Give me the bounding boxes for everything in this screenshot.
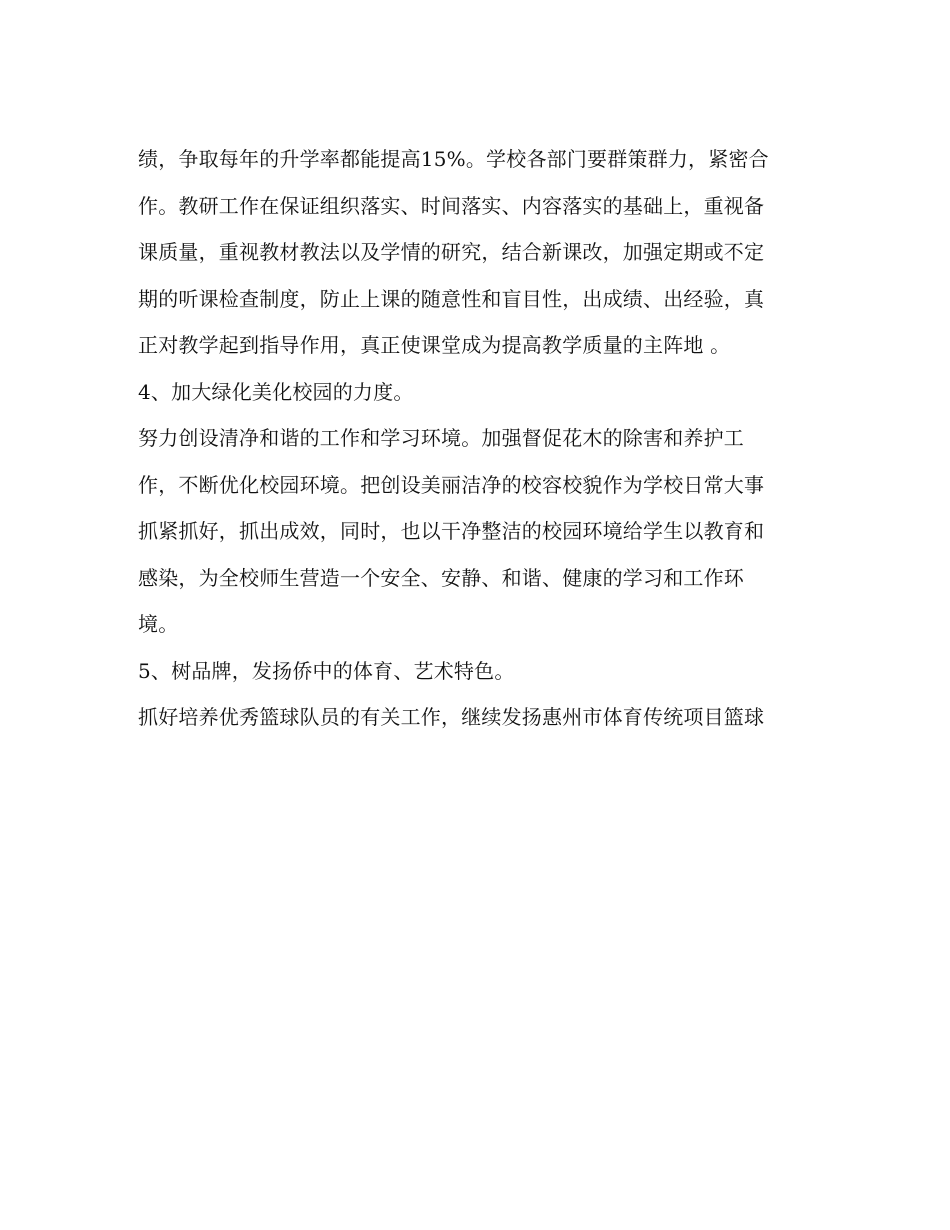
text-line: 感染，为全校师生营造一个安全、安静、和谐、健康的学习和工作环: [138, 565, 744, 590]
text-line: 课质量，重视教材教法以及学情的研究，结合新课改，加强定期或不定: [138, 240, 765, 264]
text-line: 境。: [138, 612, 179, 636]
text-line: 抓好培养优秀篮球队员的有关工作，继续发扬惠州市体育传统项目篮球: [138, 705, 765, 729]
text-line: 期的听课检查制度，防止上课的随意性和盲目性，出成绩、出经验，真: [138, 286, 765, 311]
text-line: 抓紧抓好，抓出成效，同时，也以干净整洁的校园环境给学生以教育和: [138, 519, 765, 543]
document-body: [138, 136, 828, 741]
text-line: 绩，争取每年的升学率都能提高15%。学校各部门要群策群力，紧密合: [138, 147, 769, 171]
text-line: 作。教研工作在保证组织落实、时间落实、内容落实的基础上，重视备: [138, 193, 765, 218]
text-line: 作，不断优化校园环境。把创设美丽洁净的校容校貌作为学校日常大事: [138, 472, 765, 497]
text-line: 正对教学起到指导作用，真正使课堂成为提高教学质量的主阵地 。: [138, 333, 731, 357]
section-heading: 5、树品牌，发扬侨中的体育、艺术特色。: [138, 658, 515, 683]
text-line: 努力创设清净和谐的工作和学习环境。加强督促花木的除害和养护工: [138, 426, 744, 450]
section-heading: 4、加大绿化美化校园的力度。: [138, 379, 414, 404]
